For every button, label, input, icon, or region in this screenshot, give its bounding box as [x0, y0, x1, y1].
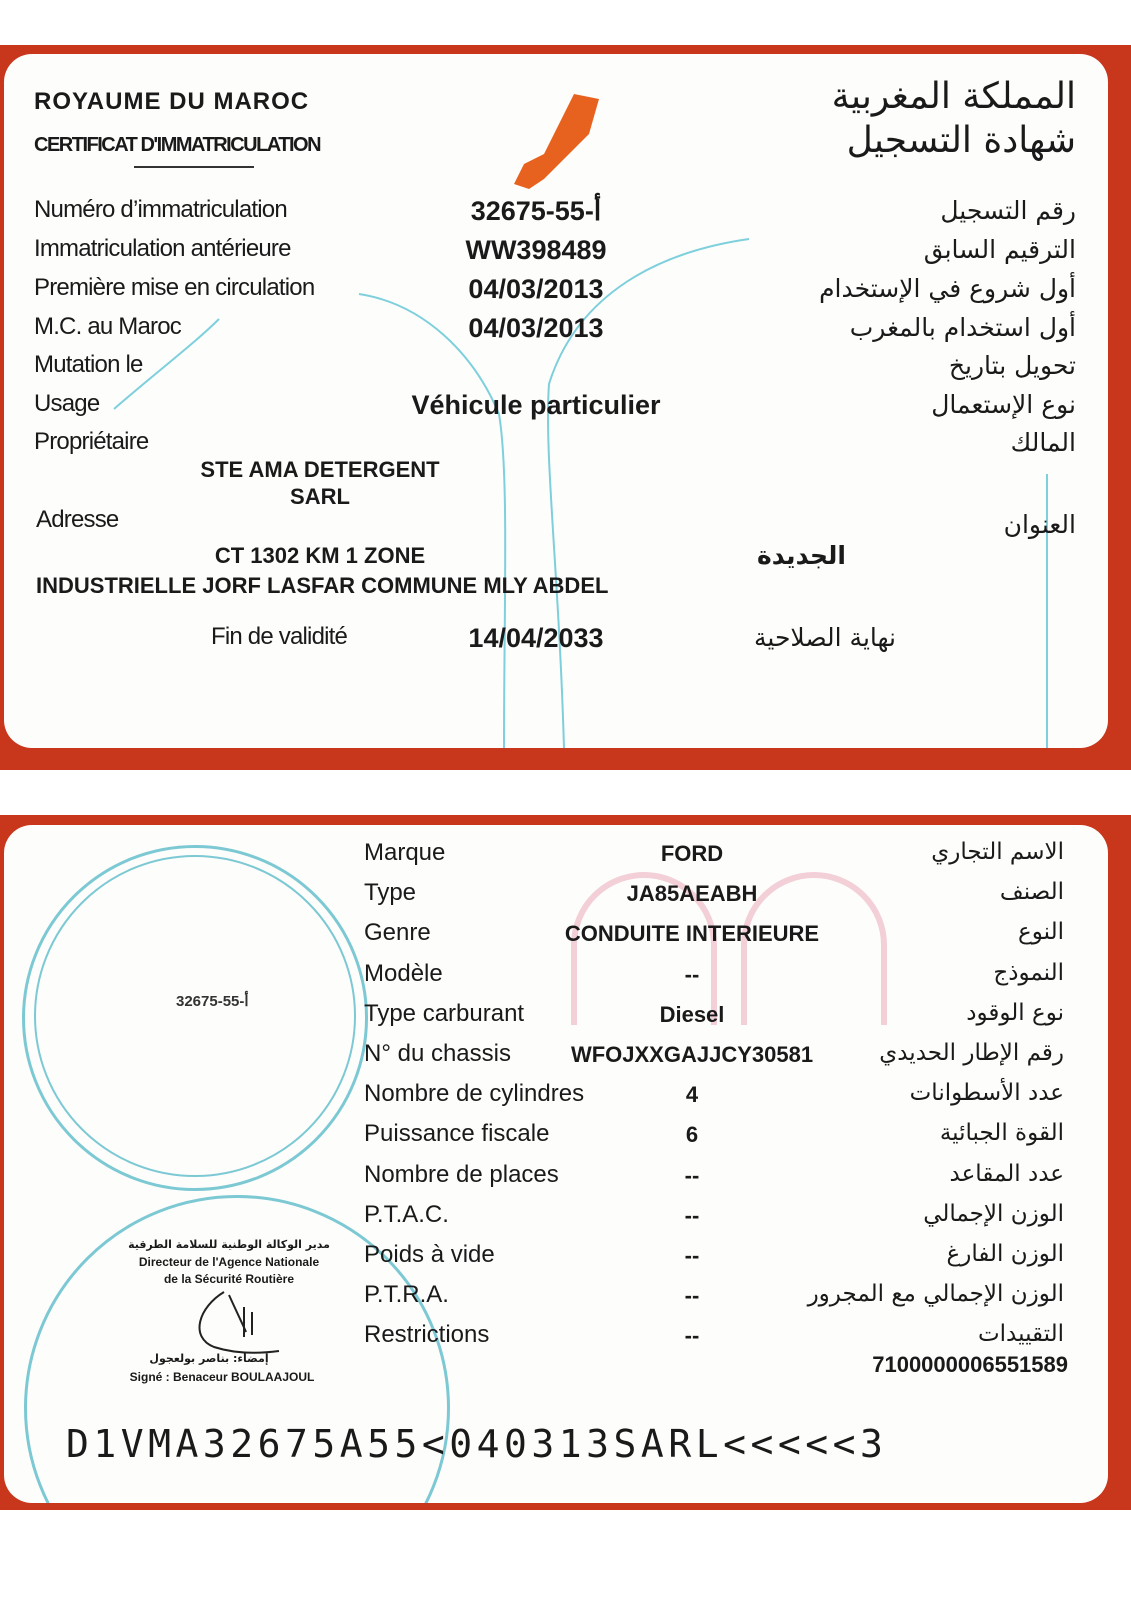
- back-field-value: WFOJXXGAJJCY30581: [570, 1042, 814, 1067]
- owner-name-line2: SARL: [290, 484, 350, 509]
- back-field-label-ar: النموذج: [993, 959, 1064, 986]
- back-field-label-ar: الوزن الإجمالي: [923, 1200, 1064, 1227]
- back-field-label-ar: رقم الإطار الحديدي: [879, 1040, 1064, 1066]
- certificate-title-fr: CERTIFICAT D'IMMATRICULATION: [34, 134, 321, 156]
- back-field-label: Nombre de places: [364, 1160, 559, 1188]
- back-field-label-ar: عدد المقاعد: [949, 1160, 1064, 1187]
- label-ar-usage: نوع الإستعمال: [931, 390, 1076, 419]
- watermark-registration-number: 32675-أ-55: [176, 993, 249, 1010]
- certificate-title-ar: شهادة التسجيل: [846, 120, 1076, 161]
- back-field-label-ar: الاسم التجاري: [931, 839, 1064, 865]
- label-registration-number: Numéro d’immatriculation: [34, 196, 287, 223]
- back-field-label: N° du chassis: [364, 1040, 511, 1067]
- signed-by-ar: إمضاء: بناصر بولعجول: [149, 1352, 269, 1365]
- back-field-value: 6: [685, 1122, 699, 1148]
- back-field-value: 4: [685, 1082, 699, 1108]
- back-field-value: --: [684, 961, 700, 987]
- back-field-label-ar: نوع الوقود: [966, 999, 1064, 1026]
- back-field-label: Restrictions: [364, 1321, 490, 1349]
- serial-number: 7100000006551589: [872, 1352, 1068, 1377]
- address-city-ar: الجديدة: [756, 541, 846, 570]
- back-field-value: --: [684, 1202, 700, 1228]
- value-registration-number: 32675-أ-55: [470, 196, 602, 226]
- country-name-ar: المملكة المغربية: [831, 76, 1076, 117]
- director-title-fr-2: de la Sécurité Routière: [163, 1272, 295, 1286]
- back-field-value: JA85AEABH: [626, 881, 758, 907]
- back-field-label-ar: الصنف: [999, 879, 1064, 906]
- registration-card-front: [4, 54, 1108, 748]
- back-field-label: Genre: [364, 919, 431, 947]
- back-field-value: --: [684, 1323, 700, 1349]
- country-name-fr: ROYAUME DU MAROC: [34, 88, 310, 115]
- label-ar-first-circulation: أول شروع في الإستخدام: [819, 274, 1076, 303]
- signature: [184, 1287, 284, 1357]
- back-field-label: Poids à vide: [364, 1241, 495, 1268]
- back-field-label: Modèle: [364, 959, 443, 987]
- value-validity: 14/04/2033: [468, 623, 604, 653]
- morocco-map-emblem: [514, 94, 599, 189]
- label-ar-registration-number: رقم التسجيل: [940, 196, 1076, 225]
- value-previous-registration: WW398489: [465, 235, 607, 265]
- back-field-label: Nombre de cylindres: [364, 1080, 585, 1108]
- back-field-value: Diesel: [659, 1001, 725, 1027]
- label-previous-registration: Immatriculation antérieure: [34, 235, 291, 262]
- signed-by-fr: Signé : Benaceur BOULAAJOUL: [129, 1370, 315, 1384]
- label-ar-mutation: تحويل بتاريخ: [948, 351, 1076, 380]
- back-field-value: FORD: [660, 841, 724, 866]
- back-field-label-ar: القوة الجبائية: [939, 1120, 1064, 1147]
- mrz-line: D1VMA32675A55<040313SARL<<<<<3: [66, 1422, 888, 1466]
- watermark-circle-inner: [34, 855, 356, 1177]
- director-title-ar: مدير الوكالة الوطنية للسلامة الطرقية: [128, 1238, 330, 1251]
- back-field-label: P.T.A.C.: [364, 1200, 449, 1228]
- label-usage: Usage: [34, 390, 100, 417]
- back-field-value: --: [684, 1243, 700, 1268]
- address-line1: CT 1302 KM 1 ZONE: [214, 543, 426, 568]
- back-field-label-ar: التقييدات: [978, 1321, 1064, 1348]
- back-field-label: P.T.R.A.: [364, 1281, 449, 1309]
- address-line2: INDUSTRIELLE JORF LASFAR COMMUNE MLY ABDEL: [36, 573, 609, 598]
- label-owner: Propriétaire: [34, 428, 149, 455]
- registration-card-back: [4, 825, 1108, 1503]
- label-first-circulation: Première mise en circulation: [34, 274, 315, 301]
- back-field-label-ar: الوزن الإجمالي مع المجرور: [807, 1281, 1064, 1308]
- back-field-value: CONDUITE INTERIEURE: [564, 921, 820, 947]
- back-field-value: --: [684, 1283, 700, 1309]
- label-ar-mc-maroc: أول استخدام بالمغرب: [849, 313, 1076, 342]
- back-field-label: Type: [364, 879, 417, 907]
- back-field-label-ar: عدد الأسطوانات: [909, 1080, 1064, 1107]
- label-ar-owner: المالك: [1010, 428, 1076, 457]
- label-address: Adresse: [36, 506, 119, 533]
- value-first-circulation: 04/03/2013: [468, 274, 604, 304]
- owner-name-line1: STE AMA DETERGENT: [200, 457, 440, 482]
- label-validity: Fin de validité: [211, 623, 348, 650]
- back-field-label-ar: النوع: [1018, 919, 1064, 946]
- back-field-label: Type carburant: [364, 999, 525, 1027]
- divider: [134, 166, 254, 168]
- label-mutation: Mutation le: [34, 351, 143, 378]
- back-field-label: Puissance fiscale: [364, 1120, 550, 1148]
- label-ar-validity: نهاية الصلاحية: [754, 623, 896, 652]
- label-ar-address: العنوان: [1003, 510, 1076, 539]
- label-ar-previous-registration: الترقيم السابق: [923, 235, 1076, 264]
- back-field-label-ar: الوزن الفارغ: [946, 1241, 1064, 1267]
- director-title-fr-1: Directeur de l'Agence Nationale: [138, 1255, 320, 1269]
- label-mc-maroc: M.C. au Maroc: [34, 313, 181, 340]
- back-field-value: --: [684, 1162, 700, 1188]
- back-field-label: Marque: [364, 839, 446, 866]
- value-usage: Véhicule particulier: [411, 390, 661, 420]
- value-mc-maroc: 04/03/2013: [468, 313, 604, 343]
